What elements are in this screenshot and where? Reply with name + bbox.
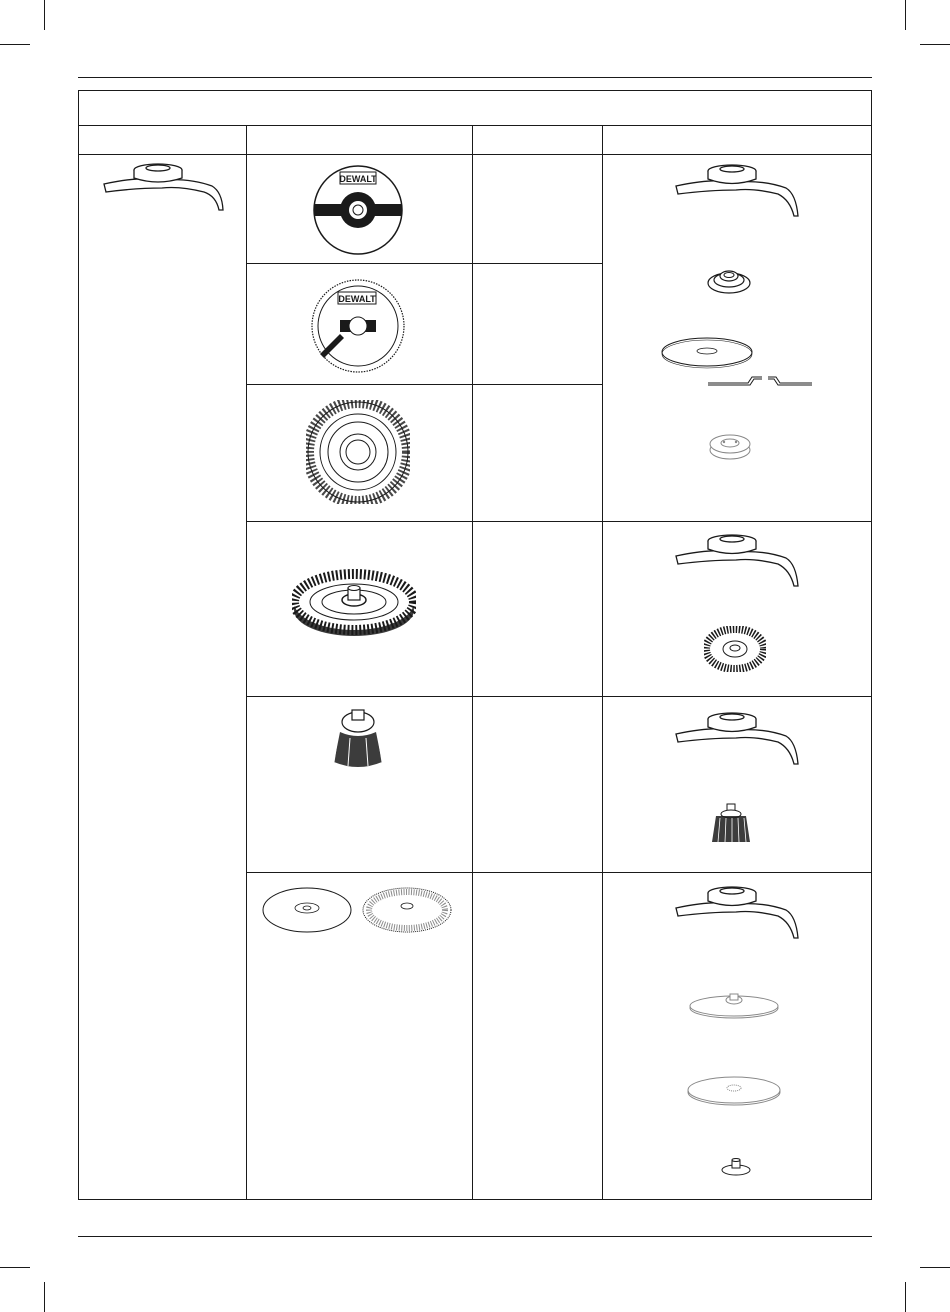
wire-wheel-illustration <box>704 626 766 672</box>
clamp-nut-illustration <box>708 430 752 462</box>
disc-profile-illustration <box>706 372 814 386</box>
guard-illustration <box>672 158 802 220</box>
clamp-nut-illustration <box>720 1156 752 1176</box>
table-divider <box>246 521 872 522</box>
footer-rule <box>78 1236 872 1237</box>
table-divider <box>246 263 602 264</box>
table-divider <box>246 696 872 697</box>
backing-pad-illustration <box>688 988 780 1020</box>
wire-wheel-illustration <box>306 400 410 504</box>
column-header <box>603 126 871 154</box>
wire-cup-brush-illustration <box>330 706 386 772</box>
brand-logo: DEWALT <box>339 174 377 184</box>
thin-disc-illustration <box>660 336 754 370</box>
column-header <box>247 126 472 154</box>
table-title <box>79 91 871 125</box>
wire-cup-brush-illustration <box>710 802 752 846</box>
backing-flange-illustration <box>706 266 752 296</box>
cut-off-wheel-illustration <box>312 164 404 256</box>
guard-illustration <box>672 528 802 590</box>
column-header <box>79 126 246 154</box>
crop-mark <box>905 0 906 30</box>
column-header <box>473 126 602 154</box>
crop-mark <box>0 1267 30 1268</box>
crop-mark <box>44 0 45 30</box>
threaded-wire-wheel-illustration <box>292 566 416 640</box>
crop-mark <box>905 1282 906 1312</box>
guard-illustration <box>672 880 802 942</box>
table-divider <box>246 125 247 1200</box>
crop-mark <box>44 1282 45 1312</box>
brand-logo: DEWALT <box>338 294 376 304</box>
table-divider <box>246 384 602 385</box>
crop-mark <box>920 1267 950 1268</box>
sanding-disc-illustration <box>686 1074 782 1108</box>
guard-illustration <box>100 158 226 214</box>
sanding-disc-illustration <box>262 884 452 936</box>
table-divider <box>78 154 872 155</box>
guard-illustration <box>672 706 802 768</box>
table-divider <box>602 125 603 1200</box>
crop-mark <box>920 44 950 45</box>
crop-mark <box>0 44 30 45</box>
table-divider <box>472 125 473 1200</box>
diamond-blade-illustration <box>310 278 406 374</box>
table-divider <box>246 872 872 873</box>
header-rule <box>78 77 872 78</box>
